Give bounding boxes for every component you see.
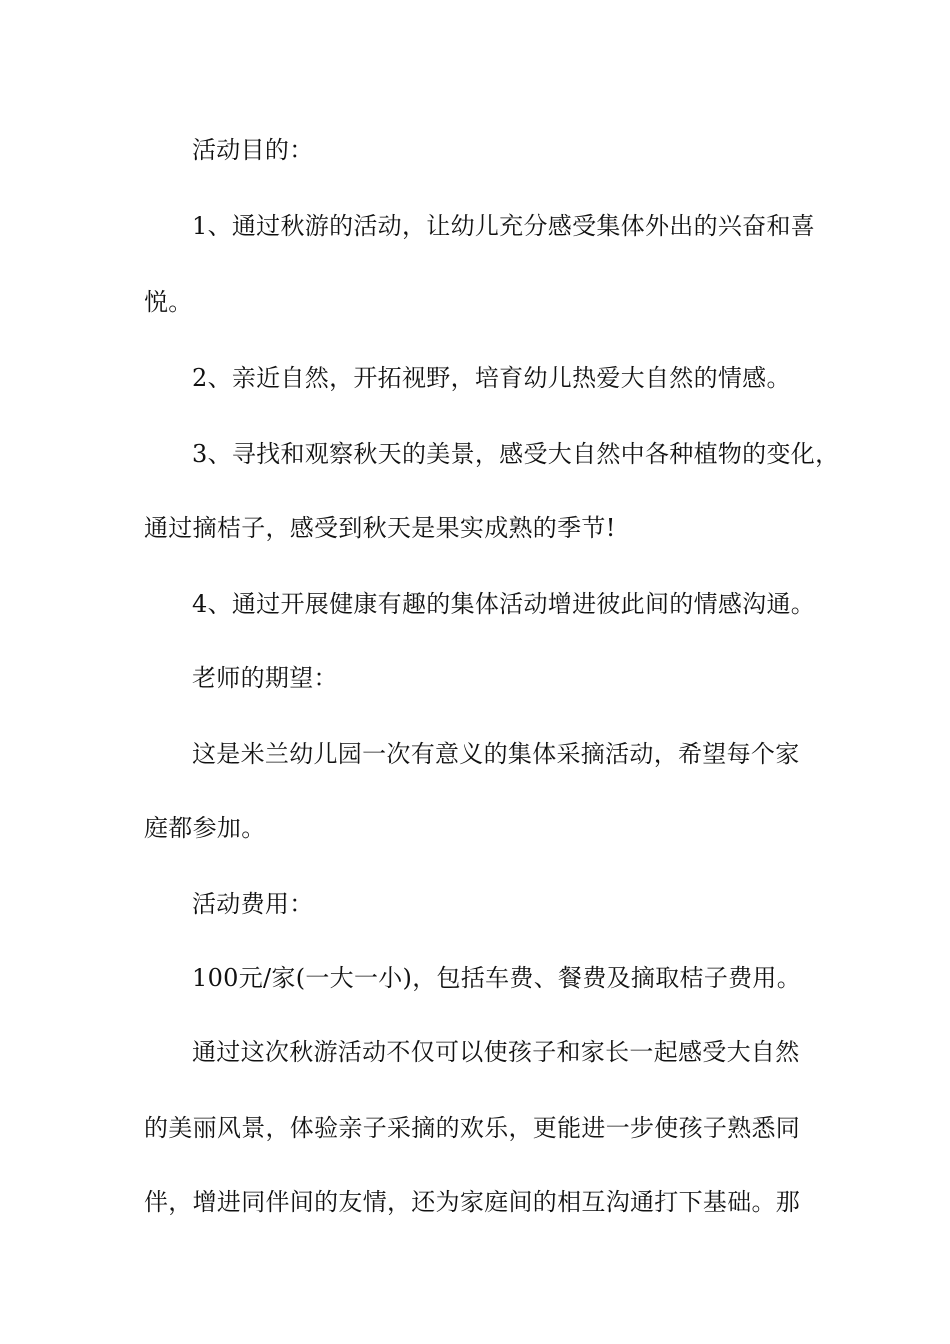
paragraph-line: 这是米兰幼儿园一次有意义的集体采摘活动，希望每个家 [192,740,800,768]
paragraph-line: 庭都参加。 [144,814,266,842]
paragraph-line: 悦。 [144,288,193,316]
paragraph-line: 伴，增进同伴间的友情，还为家庭间的相互沟通打下基础。那 [144,1188,801,1216]
heading-teacher-expectation: 老师的期望： [192,664,338,692]
paragraph-line: 的美丽风景，体验亲子采摘的欢乐，更能进一步使孩子熟悉同 [144,1114,801,1142]
paragraph-line: 4、通过开展健康有趣的集体活动增进彼此间的情感沟通。 [192,590,816,618]
paragraph-line: 1、通过秋游的活动，让幼儿充分感受集体外出的兴奋和喜 [192,212,816,240]
paragraph-line: 通过这次秋游活动不仅可以使孩子和家长一起感受大自然 [192,1038,800,1066]
paragraph-line: 100元/家(一大一小)，包括车费、餐费及摘取桔子费用。 [192,964,802,992]
paragraph-line: 通过摘桔子，感受到秋天是果实成熟的季节! [144,514,616,542]
heading-activity-fee: 活动费用： [192,890,314,918]
heading-activity-purpose: 活动目的： [192,136,314,164]
paragraph-line: 2、亲近自然，开拓视野，培育幼儿热爱大自然的情感。 [192,364,791,392]
paragraph-line: 3、寻找和观察秋天的美景，感受大自然中各种植物的变化， [192,440,840,468]
